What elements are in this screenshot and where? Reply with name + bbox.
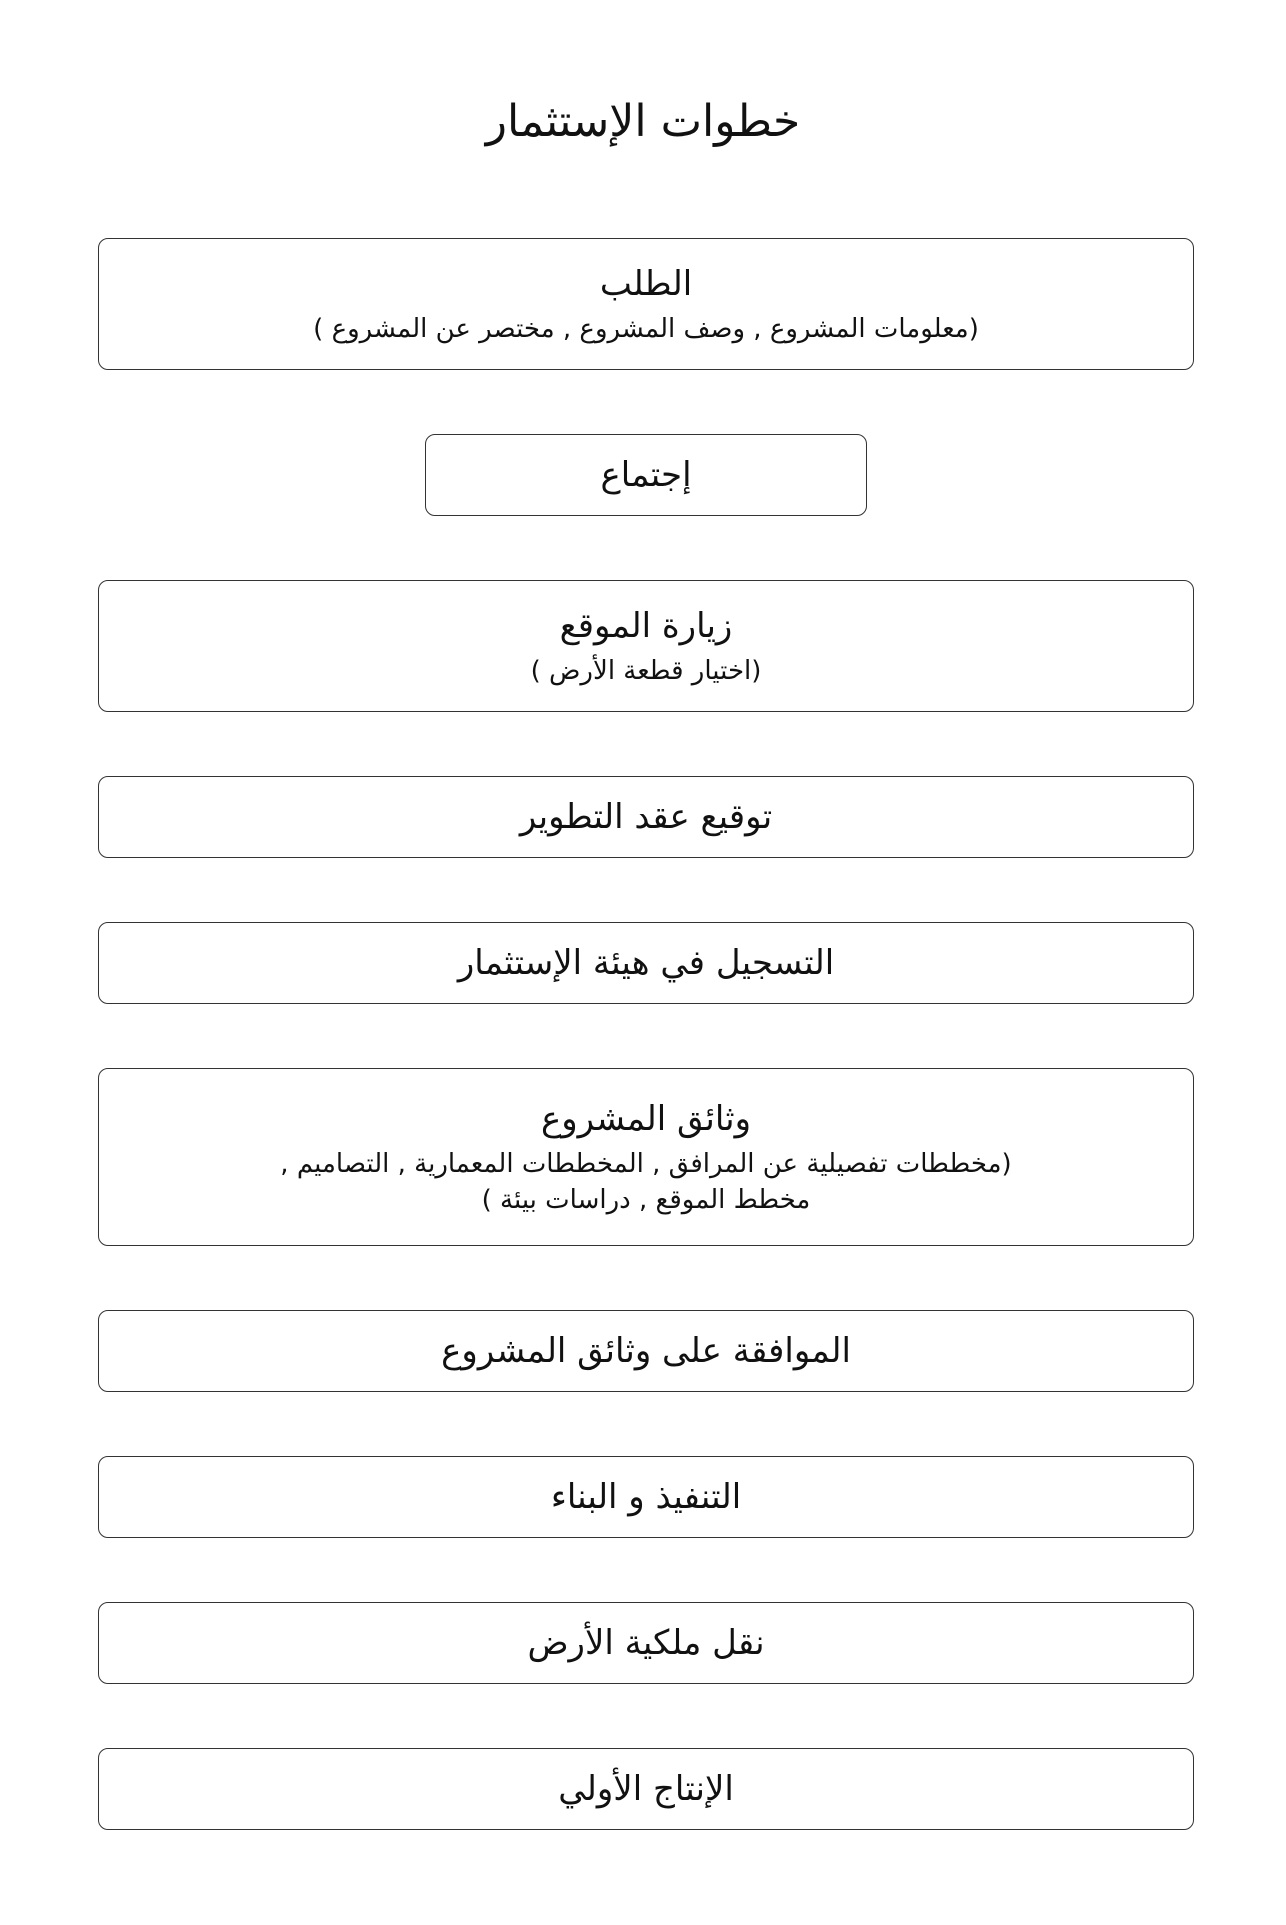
step-registration [98, 922, 1194, 1004]
step-title: وثائق المشروع [540, 1099, 752, 1139]
step-title: إجتماع [600, 455, 692, 495]
step-title: التسجيل في هيئة الإستثمار [457, 943, 835, 983]
step-sign-contract [98, 776, 1194, 858]
step-detail: (اختيار قطعة الأرض ) [530, 656, 762, 686]
step-title: الموافقة على وثائق المشروع [441, 1331, 851, 1371]
step-request [98, 238, 1194, 370]
step-land-transfer [98, 1602, 1194, 1684]
step-title: التنفيذ و البناء [550, 1477, 742, 1517]
step-construction [98, 1456, 1194, 1538]
step-title: الإنتاج الأولي [558, 1769, 734, 1809]
step-detail-line: مخطط الموقع , دراسات بيئة ) [481, 1185, 811, 1215]
page-title: خطوات الإستثمار [485, 96, 801, 147]
step-meeting [425, 434, 867, 516]
step-site-visit [98, 580, 1194, 712]
step-title: الطلب [599, 264, 693, 304]
step-detail [196, 1146, 1096, 1218]
step-title: زيارة الموقع [559, 606, 733, 646]
step-title: توقيع عقد التطوير [519, 797, 773, 837]
step-detail: (معلومات المشروع , وصف المشروع , مختصر عن المشروع ) [313, 314, 979, 344]
step-title: نقل ملكية الأرض [527, 1623, 765, 1663]
step-project-documents [98, 1068, 1194, 1246]
step-documents-approval [98, 1310, 1194, 1392]
step-initial-production [98, 1748, 1194, 1830]
step-detail-line: (مخططات تفصيلية عن المرافق , المخططات المعمارية , التصاميم , [280, 1149, 1012, 1179]
